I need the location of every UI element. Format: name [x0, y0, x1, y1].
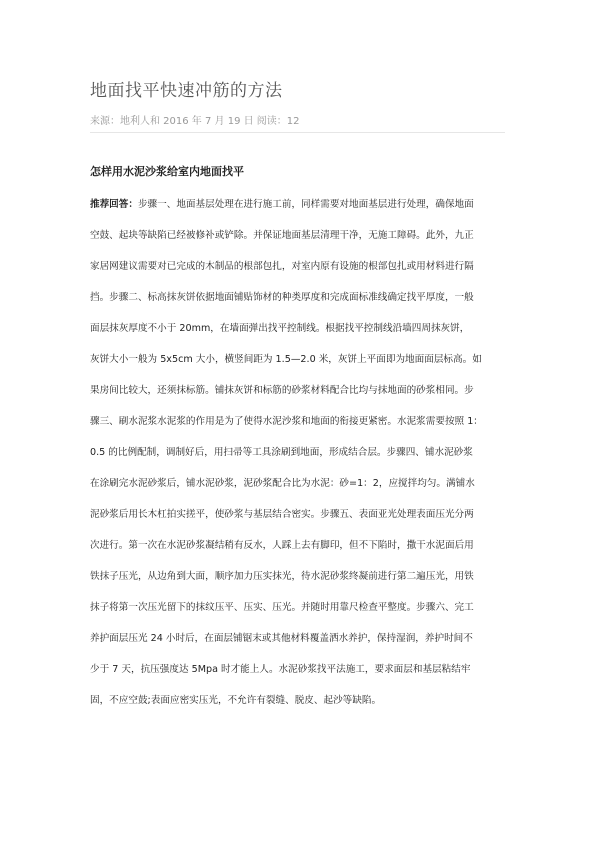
body-line: 次进行。第一次在水泥砂浆凝结稍有反水，人踩上去有脚印，但不下陷时，撒干水泥面后用 [90, 540, 474, 551]
body-line: 挡。步骤二、标高抹灰饼依据地面铺贴饰材的种类厚度和完成面标准线确定找平厚度，一般 [90, 292, 474, 303]
body-line: 泥砂浆后用长木杠拍实搓平，使砂浆与基层结合密实。步骤五、表面亚光处理表面压光分两 [90, 509, 474, 520]
body-line: 骤三、刷水泥浆水泥浆的作用是为了使得水泥沙浆和地面的衔接更紧密。水泥浆需要按照 1： [90, 416, 483, 427]
body-line: 固，不应空鼓;表面应密实压光，不允许有裂缝、脱皮、起沙等缺陷。 [90, 695, 382, 706]
body-line: 灰饼大小一般为 5x5cm 大小，横竖间距为 1.5—2.0 米，灰饼上平面即为地面面层标高。如 [90, 354, 482, 365]
body-line: 养护面层压光 24 小时后，在面层铺锯末或其他材料覆盖洒水养护，保持湿润，养护时间不 [90, 633, 473, 644]
body-line: 铁抹子压光，从边角到大面，顺序加力压实抹光，待水泥砂浆终凝前进行第二遍压光，用铁 [90, 571, 474, 582]
body-line: 在涂刷完水泥砂浆后，铺水泥砂浆，泥砂浆配合比为水泥：砂=1：2，应搅拌均匀。满铺水 [90, 478, 475, 489]
divider [90, 132, 505, 133]
body-line: 空鼓、起块等缺陷已经被修补或铲除。并保证地面基层清理干净，无施工障碍。此外，九正 [90, 230, 474, 241]
body-line-text: 步骤一、地面基层处理在进行施工前，同样需要对地面基层进行处理，确保地面 [137, 199, 474, 210]
body-line: 面层抹灰厚度不小于 20mm，在墙面弹出找平控制线。根据找平控制线沿墙四周抹灰饼， [90, 323, 470, 334]
body-line: 少于 7 天，抗压强度达 5Mpa 时才能上人。水泥砂浆找平法施工，要求面层和基层粘结牢 [90, 664, 471, 675]
body-line: 家居网建议需要对已完成的木制品的根部包扎，对室内原有设施的根部包扎或用材料进行隔 [90, 261, 474, 272]
body-line: 抹子将第一次压光留下的抹纹压平、压实、压光。并随时用靠尺检查平整度。步骤六、完工 [90, 602, 474, 613]
article-title: 地面找平快速冲筋的方法 [90, 81, 283, 101]
section-heading: 怎样用水泥沙浆给室内地面找平 [90, 165, 244, 178]
body-line: 果房间比较大，还须抹标筋。铺抹灰饼和标筋的砂浆材料配合比均与抹地面的砂浆相同。步 [90, 385, 474, 396]
answer-label: 推荐回答： [90, 199, 138, 210]
body-line: 0.5 的比例配制，调制好后，用扫帚等工具涂刷到地面，形成结合层。步骤四、铺水泥砂浆 [90, 447, 473, 458]
article-meta: 来源：地利人和 2016 年 7 月 19 日 阅读：12 [90, 116, 300, 127]
body-line [90, 199, 474, 211]
